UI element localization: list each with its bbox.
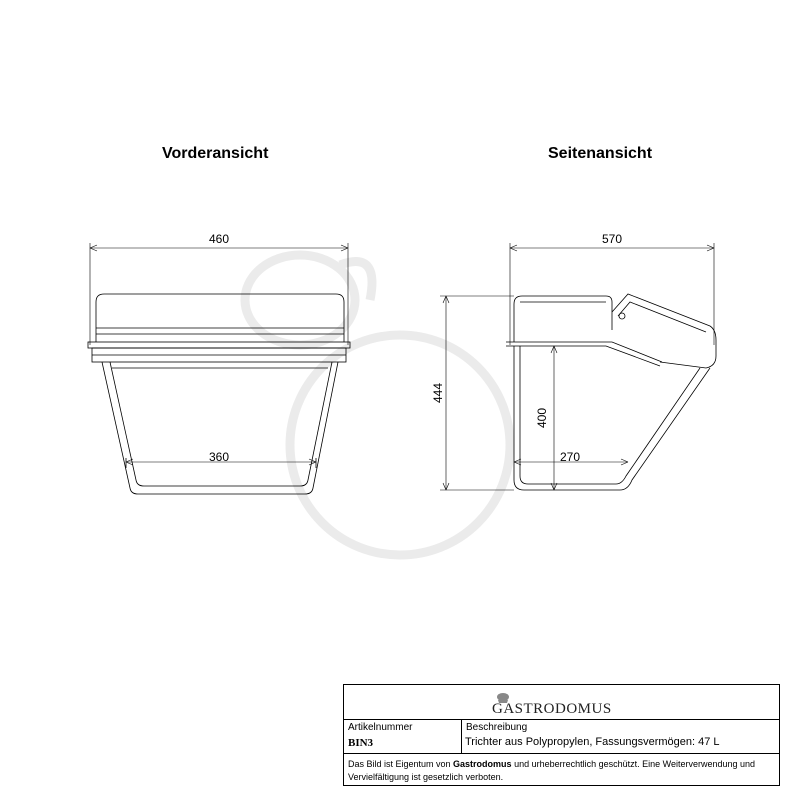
article-number-cell — [344, 720, 462, 753]
article-number-value: BIN3 — [348, 737, 374, 749]
dim-side-height-total: 444 — [431, 382, 445, 404]
dim-front-width-bottom: 360 — [208, 450, 230, 464]
gastrodomus-chef-hat-watermark-icon — [245, 255, 510, 555]
dim-side-depth-top: 570 — [601, 232, 623, 246]
front-view-title: Vorderansicht — [162, 145, 269, 162]
legal-prefix: Das Bild ist Eigentum von — [348, 759, 454, 769]
description-cell — [462, 720, 779, 753]
description-value: Trichter aus Polypropylen, Fassungsvermögen: 47 L — [465, 736, 720, 748]
side-view-drawing — [506, 294, 716, 490]
legal-company: Gastrodomus — [453, 759, 512, 769]
brand-name: GASTRODOMUS — [492, 701, 612, 717]
title-block-logo-row — [344, 685, 779, 720]
dim-side-depth-bottom: 270 — [559, 450, 581, 464]
description-label: Beschreibung — [466, 722, 528, 733]
dim-front-width-top: 460 — [208, 232, 230, 246]
title-block — [343, 684, 780, 786]
article-number-label: Artikelnummer — [348, 722, 413, 733]
side-view-title: Seitenansicht — [548, 145, 653, 162]
title-block-info-row — [344, 720, 779, 754]
legal-suffix: und urheberrechtlich geschützt. Eine Weiterverwendung und Vervielfältigung ist gesetzlich verboten. — [348, 759, 756, 782]
dim-side-height-inner: 400 — [535, 407, 549, 429]
front-dimension-lines — [90, 243, 348, 465]
legal-notice — [348, 758, 775, 784]
